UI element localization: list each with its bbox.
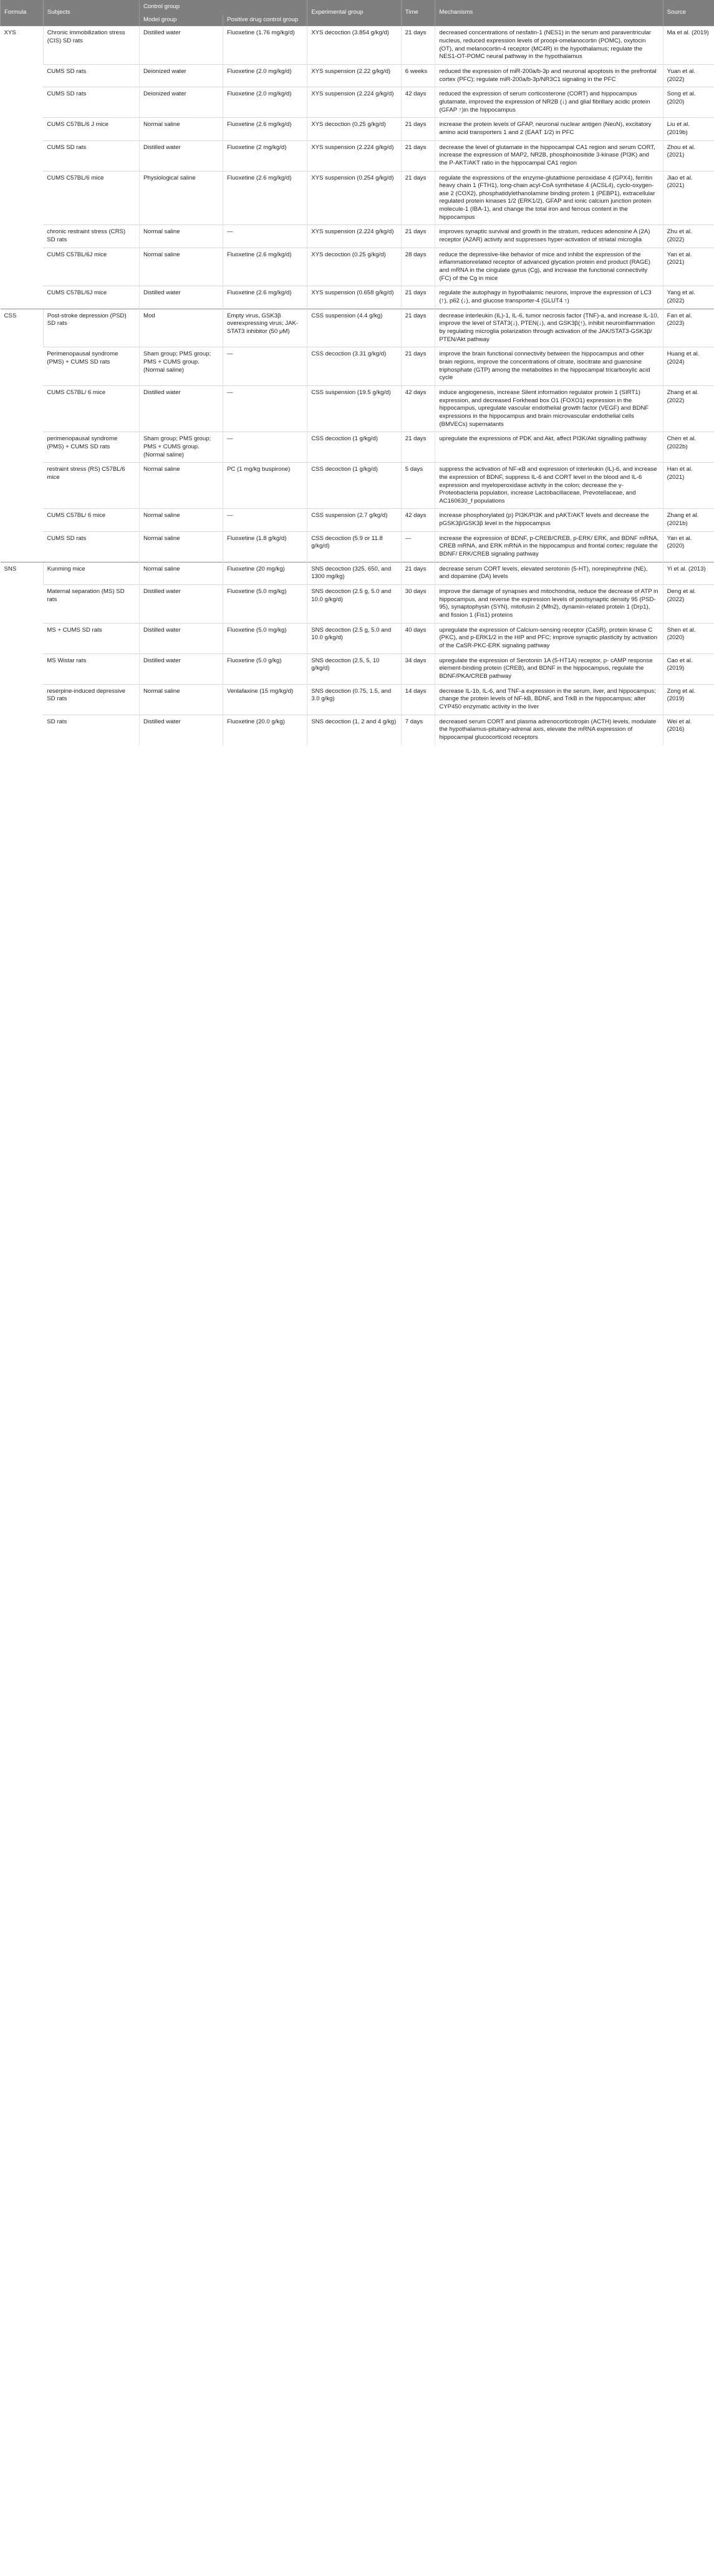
cell-positive-drug: Fluoxetine (2.0 mg/kg/d) [223, 87, 307, 118]
cell-experimental-group: CSS suspension (4.4 g/kg) [307, 309, 402, 347]
table-row [1, 64, 714, 87]
cell-time: 21 days [401, 309, 435, 347]
cell-experimental-group: XYS suspension (2.22 g/kg/d) [307, 64, 402, 87]
cell-time: 30 days [401, 585, 435, 624]
cell-mechanisms: reduce the depressive-like behavior of mice and inhibit the expression of the inflammationrelated receptor of advanced glycation protein end product (RAGE) and mRNA in the cingulate gyrus (Cg), and increase the functional connectivity (FC) of the Cg in mice [435, 248, 663, 286]
cell-subjects: CUMS C57BL/6J mice [43, 286, 139, 309]
cell-model-group: Sham group; PMS group; PMS + CUMS group. (Normal saline) [139, 347, 223, 386]
cell-positive-drug: Fluoxetine (2 mg/kg/d) [223, 140, 307, 171]
cell-source: Liu et al. (2019b) [663, 118, 714, 140]
cell-subjects: SD rats [43, 715, 139, 745]
table-row [1, 140, 714, 171]
cell-subjects: CUMS SD rats [43, 140, 139, 171]
cell-model-group: Normal saline [139, 509, 223, 531]
cell-experimental-group: CSS suspension (2.7 g/kg/d) [307, 509, 402, 531]
cell-time: 6 weeks [401, 64, 435, 87]
header-subjects: Subjects [43, 0, 139, 26]
cell-formula: SNS [1, 562, 44, 745]
header-model-group: Model group [139, 14, 223, 26]
cell-subjects: CUMS C57BL/ 6 mice [43, 509, 139, 531]
cell-model-group: Normal saline [139, 463, 223, 509]
cell-time: 21 days [401, 286, 435, 309]
table-row [1, 286, 714, 309]
cell-source: Deng et al. (2022) [663, 585, 714, 624]
cell-time: 21 days [401, 562, 435, 584]
cell-positive-drug: Fluoxetine (2.6 mg/kg/d) [223, 286, 307, 309]
cell-model-group: Normal saline [139, 531, 223, 562]
cell-time: 21 days [401, 347, 435, 386]
cell-source: Jiao et al. (2021) [663, 171, 714, 225]
cell-experimental-group: CSS decoction (1 g/kg/d) [307, 463, 402, 509]
cell-model-group: Distilled water [139, 385, 223, 432]
cell-experimental-group: XYS suspension (0.254 g/kg/d) [307, 171, 402, 225]
cell-experimental-group: XYS decoction (3.854 g/kg/d) [307, 26, 402, 65]
cell-source: Shen et al. (2020) [663, 623, 714, 654]
table-row [1, 385, 714, 432]
cell-source: Ma et al. (2019) [663, 26, 714, 65]
cell-mechanisms: regulate the expressions of the enzyme-glutathione peroxidase 4 (GPX4), ferritin heavy chain 1 (FTH1), long-chain acyl-CoA synthetase 4 (ACSL4), cyclo-oxygen-ase 2 (COX2), phosphatidylethanolamine binding protein 1 (PEBP1), extracellular regulated protein kinases 1/2 (ERK1/2), GFAP and ionic calcium junction protein molecule-1 (IBA-1), and change the total iron and ferrous content in the hippocampus [435, 171, 663, 225]
cell-source: Huang et al. (2024) [663, 347, 714, 386]
cell-source: Wei et al. (2016) [663, 715, 714, 745]
table-row [1, 26, 714, 65]
cell-mechanisms: decreased concentrations of nesfatin-1 (NES1) in the serum and paraventricular nucleus, reduced expression levels of proopi-omelanocortin (POMC), oxytocin (OT), and melanocortin-4 receptor (MC4R) in the hypothalamus; regulate the NES1-OT-POMC neural pathway in the hypothalamus [435, 26, 663, 65]
cell-time: 28 days [401, 248, 435, 286]
cell-subjects: CUMS C57BL/ 6 mice [43, 385, 139, 432]
table-row [1, 87, 714, 118]
cell-positive-drug: Fluoxetine (20 mg/kg) [223, 562, 307, 584]
cell-experimental-group: SNS decoction (325, 650, and 1300 mg/kg) [307, 562, 402, 584]
cell-subjects: reserpine-induced depressive SD rats [43, 684, 139, 715]
cell-time: 42 days [401, 385, 435, 432]
cell-model-group: Distilled water [139, 286, 223, 309]
cell-source: Cao et al. (2019) [663, 654, 714, 684]
cell-mechanisms: increase the protein levels of GFAP, neuronal nuclear antigen (NeuN), excitatory amino acid transporters 1 and 2 (EAAT 1/2) in PFC [435, 118, 663, 140]
cell-mechanisms: increase phosphorylated (p) PI3K/PI3K and pAKT/AKT levels and decrease the pGSK3β/GSK3β level in the hippocampus [435, 509, 663, 531]
data-table [0, 0, 714, 745]
cell-positive-drug: Fluoxetine (1.76 mg/kg/d) [223, 26, 307, 65]
cell-time: 21 days [401, 171, 435, 225]
table-row [1, 684, 714, 715]
cell-source: Zong et al. (2019) [663, 684, 714, 715]
cell-subjects: Post-stroke depression (PSD) SD rats [43, 309, 139, 347]
cell-model-group: Sham group; PMS group; PMS + CUMS group. (Normal saline) [139, 432, 223, 463]
cell-model-group: Distilled water [139, 654, 223, 684]
cell-experimental-group: XYS decoction (0.25 g/kg/d) [307, 118, 402, 140]
header-formula: Formula [1, 0, 44, 26]
table-row [1, 562, 714, 584]
cell-model-group: Normal saline [139, 562, 223, 584]
cell-source: Yan et al. (2020) [663, 531, 714, 562]
table-row [1, 463, 714, 509]
cell-mechanisms: reduced the expression of serum corticosterone (CORT) and hippocampus glutamate, improved the expression of NR2B (↓) and glial fibrillary acidic protein (GFAP ↑)in the hippocampus [435, 87, 663, 118]
cell-mechanisms: regulate the autophagy in hypothalamic neurons, improve the expression of LC3 (↑), p62 (↓), and glucose transporter-4 (GLUT4 ↑) [435, 286, 663, 309]
cell-experimental-group: SNS decoction (2.5 g, 5.0 and 10.0 g/kg/d) [307, 623, 402, 654]
cell-source: Zhang et al. (2021b) [663, 509, 714, 531]
cell-experimental-group: SNS decoction (1, 2 and 4 g/kg) [307, 715, 402, 745]
cell-experimental-group: XYS suspension (2.224 g/kg/d) [307, 87, 402, 118]
cell-subjects: Kunming mice [43, 562, 139, 584]
table-row [1, 171, 714, 225]
cell-model-group: Normal saline [139, 118, 223, 140]
cell-mechanisms: induce angiogenesis, increase Silent information regulator protein 1 (SIRT1) expression, and decreased Forkhead box O1 (FOXO1) expression in the hippocampus, upregulate vascular endothelial growth factor (VEGF) and BDNF expressions in the hippocampus and brain microvascular endothelial cells (BMVECs) supernatants [435, 385, 663, 432]
cell-model-group: Normal saline [139, 684, 223, 715]
table-row [1, 432, 714, 463]
cell-time: 21 days [401, 432, 435, 463]
cell-subjects: restraint stress (RS) C57BL/6 mice [43, 463, 139, 509]
cell-experimental-group: CSS decoction (1 g/kg/d) [307, 432, 402, 463]
cell-time: — [401, 531, 435, 562]
cell-source: Yi et al. (2013) [663, 562, 714, 584]
header-experimental-group: Experimental group [307, 0, 402, 26]
cell-experimental-group: XYS suspension (2.224 g/kg/d) [307, 225, 402, 248]
cell-source: Yang et al. (2022) [663, 286, 714, 309]
cell-mechanisms: increase the expression of BDNF, p-CREB/CREB, p-ERK/ ERK, and BDNF mRNA, CREB mRNA, and ERK mRNA in the hippocampus and frontal cortex; regulate the BDNF/ ERK/CREB signaling pathway [435, 531, 663, 562]
cell-mechanisms: improve the brain functional connectivity between the hippocampus and other brain regions, improve the concentrations of citrate, isocitrate and guanosine triphosphate (GTP) among the metabolites in the hippocampal tricarboxylic acid cycle [435, 347, 663, 386]
cell-experimental-group: XYS suspension (2.224 g/kg/d) [307, 140, 402, 171]
cell-time: 21 days [401, 26, 435, 65]
cell-positive-drug: Fluoxetine (2.6 mg/kg/d) [223, 171, 307, 225]
cell-mechanisms: reduced the expression of miR-200a/b-3p and neuronal apoptosis in the prefrontal cortex (PFC); regulate miR-200a/b-3p/NR3C1 signaling in the PFC [435, 64, 663, 87]
cell-mechanisms: decrease IL-1b, IL-6, and TNF-a expression in the serum, liver, and hippocampus; change the protein levels of NF-kB, BDNF, and TrkB in the hippocampus; alter CYP450 enzymatic activity in the liver [435, 684, 663, 715]
header-control-group: Control group [139, 0, 307, 14]
cell-model-group: Distilled water [139, 623, 223, 654]
cell-time: 34 days [401, 654, 435, 684]
header-positive-drug: Positive drug control group [223, 14, 307, 26]
cell-subjects: chronic restraint stress (CRS) SD rats [43, 225, 139, 248]
cell-positive-drug: — [223, 385, 307, 432]
cell-positive-drug: Fluoxetine (5.0 mg/kg) [223, 623, 307, 654]
cell-model-group: Deionized water [139, 64, 223, 87]
cell-mechanisms: improve the damage of synapses and mitochondria, reduce the decrease of ATP in hippocampus, and reverse the expression levels of postsynaptic density 95 (PSD-95), synaptophysin (SYN), mitofusin 2 (Mfn2), dynamin-related protein 1 (Drp1), and fission 1 (Fis1) proteins [435, 585, 663, 624]
cell-experimental-group: CSS decoction (5.9 or 11.8 g/kg/d) [307, 531, 402, 562]
cell-mechanisms: upregulate the expression of Serotonin 1A (5-HT1A) receptor, p- cAMP response element-binding protein (CREB), and BDNF in the hippocampus, regulate the BDNF/PKA/CREB pathway [435, 654, 663, 684]
cell-mechanisms: improves synaptic survival and growth in the stratum, reduces adenosine A (2A) receptor (A2AR) activity and suppresses hyper-activation of striatal microglia [435, 225, 663, 248]
cell-model-group: Distilled water [139, 26, 223, 65]
cell-source: Zhu et al. (2022) [663, 225, 714, 248]
table-row [1, 654, 714, 684]
cell-model-group: Mod [139, 309, 223, 347]
cell-model-group: Normal saline [139, 225, 223, 248]
table-row [1, 347, 714, 386]
table-row [1, 623, 714, 654]
cell-model-group: Distilled water [139, 140, 223, 171]
cell-time: 21 days [401, 225, 435, 248]
cell-experimental-group: SNS decoction (2.5 g, 5.0 and 10.0 g/kg/d) [307, 585, 402, 624]
cell-experimental-group: SNS decoction (2.5, 5, 10 g/kg/d) [307, 654, 402, 684]
cell-model-group: Physiological saline [139, 171, 223, 225]
cell-subjects: Perimenopausal syndrome (PMS) + CUMS SD rats [43, 347, 139, 386]
cell-experimental-group: XYS decoction (0.25 g/kg/d) [307, 248, 402, 286]
cell-positive-drug: — [223, 347, 307, 386]
cell-source: Zhang et al. (2022) [663, 385, 714, 432]
cell-subjects: CUMS C57BL/6 J mice [43, 118, 139, 140]
cell-mechanisms: upregulate the expression of Calcium-sensing receptor (CaSR), protein kinase C (PKC), and p-ERK1/2 in the HIP and PFC; improve synaptic plasticity by activation of the CaSR-PKC-ERK signaling pathway [435, 623, 663, 654]
cell-source: Yan et al. (2021) [663, 248, 714, 286]
cell-time: 14 days [401, 684, 435, 715]
cell-time: 21 days [401, 118, 435, 140]
table-row [1, 248, 714, 286]
table-row [1, 509, 714, 531]
table-row [1, 118, 714, 140]
header-time: Time [401, 0, 435, 26]
cell-model-group: Distilled water [139, 715, 223, 745]
cell-source: Chen et al. (2022b) [663, 432, 714, 463]
table-row [1, 309, 714, 347]
cell-subjects: Maternal separation (MS) SD rats [43, 585, 139, 624]
table-row [1, 225, 714, 248]
cell-subjects: Chronic immobilization stress (CIS) SD rats [43, 26, 139, 65]
cell-source: Yuan et al. (2022) [663, 64, 714, 87]
cell-experimental-group: CSS suspension (19.5 g/kg/d) [307, 385, 402, 432]
cell-positive-drug: PC (1 mg/kg buspirone) [223, 463, 307, 509]
cell-time: 7 days [401, 715, 435, 745]
table-row [1, 715, 714, 745]
cell-time: 42 days [401, 509, 435, 531]
cell-subjects: CUMS SD rats [43, 531, 139, 562]
cell-positive-drug: Fluoxetine (1.8 g/kg/d) [223, 531, 307, 562]
cell-positive-drug: Empty virus, GSK3β overexpressing virus; JAK-STAT3 inhibitor (50 μM) [223, 309, 307, 347]
cell-subjects: CUMS SD rats [43, 64, 139, 87]
cell-positive-drug: Fluoxetine (20.0 g/kg) [223, 715, 307, 745]
cell-model-group: Normal saline [139, 248, 223, 286]
cell-formula: XYS [1, 26, 44, 309]
cell-positive-drug: Fluoxetine (2.0 mg/kg/d) [223, 64, 307, 87]
cell-subjects: perimenopausal syndrome (PMS) + CUMS SD rats [43, 432, 139, 463]
cell-source: Zhou et al. (2021) [663, 140, 714, 171]
cell-subjects: MS + CUMS SD rats [43, 623, 139, 654]
cell-time: 42 days [401, 87, 435, 118]
cell-positive-drug: Fluoxetine (2.6 mg/kg/d) [223, 118, 307, 140]
cell-formula: CSS [1, 309, 44, 562]
table-row [1, 585, 714, 624]
cell-subjects: CUMS SD rats [43, 87, 139, 118]
cell-experimental-group: SNS decoction (0.75, 1.5, and 3.0 g/kg) [307, 684, 402, 715]
cell-positive-drug: — [223, 225, 307, 248]
cell-mechanisms: decrease the level of glutamate in the hippocampal CA1 region and serum CORT, increase the expression of MAP2, NR2B, phosphoinositide 3-kinase (PI3K) and the P-AKT/AKT ratio in the hippocampal CA1 region [435, 140, 663, 171]
cell-subjects: MS Wistar rats [43, 654, 139, 684]
table-row [1, 531, 714, 562]
cell-source: Han et al. (2021) [663, 463, 714, 509]
cell-time: 5 days [401, 463, 435, 509]
table-container [0, 0, 714, 745]
cell-mechanisms: decrease interleukin (IL)-1, IL-6, tumor necrosis factor (TNF)-a, and increase IL-10, improve the level of STAT3(↓), PTEN(↓), and GSK3β(↑), inhibit neuroinflammation by regulating microglia polarization through activation of the JAK/STAT3-GSK3β/ PTEN/Akt pathway [435, 309, 663, 347]
cell-mechanisms: upregulate the expressions of PDK and Akt, affect PI3K/Akt signalling pathway [435, 432, 663, 463]
cell-model-group: Distilled water [139, 585, 223, 624]
cell-positive-drug: — [223, 509, 307, 531]
cell-experimental-group: XYS suspension (0.658 g/kg/d) [307, 286, 402, 309]
cell-experimental-group: CSS decoction (3.31 g/kg/d) [307, 347, 402, 386]
cell-positive-drug: Fluoxetine (5.0 g/kg) [223, 654, 307, 684]
header-source: Source [663, 0, 714, 26]
cell-positive-drug: Fluoxetine (5.0 mg/kg) [223, 585, 307, 624]
cell-time: 21 days [401, 140, 435, 171]
table-header [1, 0, 714, 26]
cell-mechanisms: decrease serum CORT levels, elevated serotonin (5-HT), norepinephrine (NE), and dopamine (DA) levels [435, 562, 663, 584]
cell-positive-drug: Venlafaxine (15 mg/kg/d) [223, 684, 307, 715]
cell-source: Song et al. (2020) [663, 87, 714, 118]
cell-model-group: Deionized water [139, 87, 223, 118]
cell-subjects: CUMS C57BL/6J mice [43, 248, 139, 286]
cell-positive-drug: — [223, 432, 307, 463]
cell-time: 40 days [401, 623, 435, 654]
header-mechanisms: Mechanisms [435, 0, 663, 26]
cell-mechanisms: decreased serum CORT and plasma adrenocorticotropin (ACTH) levels, modulate the hypothalamus-pituitary-adrenal axis, elevate the mRNA expression of hippocampal glucocorticoid receptors [435, 715, 663, 745]
cell-mechanisms: suppress the activation of NF-κB and expression of interleukin (IL)-6, and increase the expression of BDNF, suppress IL-6 and CORT level in the blood and IL-6 expression and myeloperoxidase activity in the colon; decrease the γ-Proteobacteria population, increase Lactobacillaceae, Prevotellaceae, and AC160630_f populations [435, 463, 663, 509]
cell-source: Fan et al. (2023) [663, 309, 714, 347]
table-body [1, 26, 714, 745]
cell-subjects: CUMS C57BL/6 mice [43, 171, 139, 225]
cell-positive-drug: Fluoxetine (2.6 mg/kg/d) [223, 248, 307, 286]
